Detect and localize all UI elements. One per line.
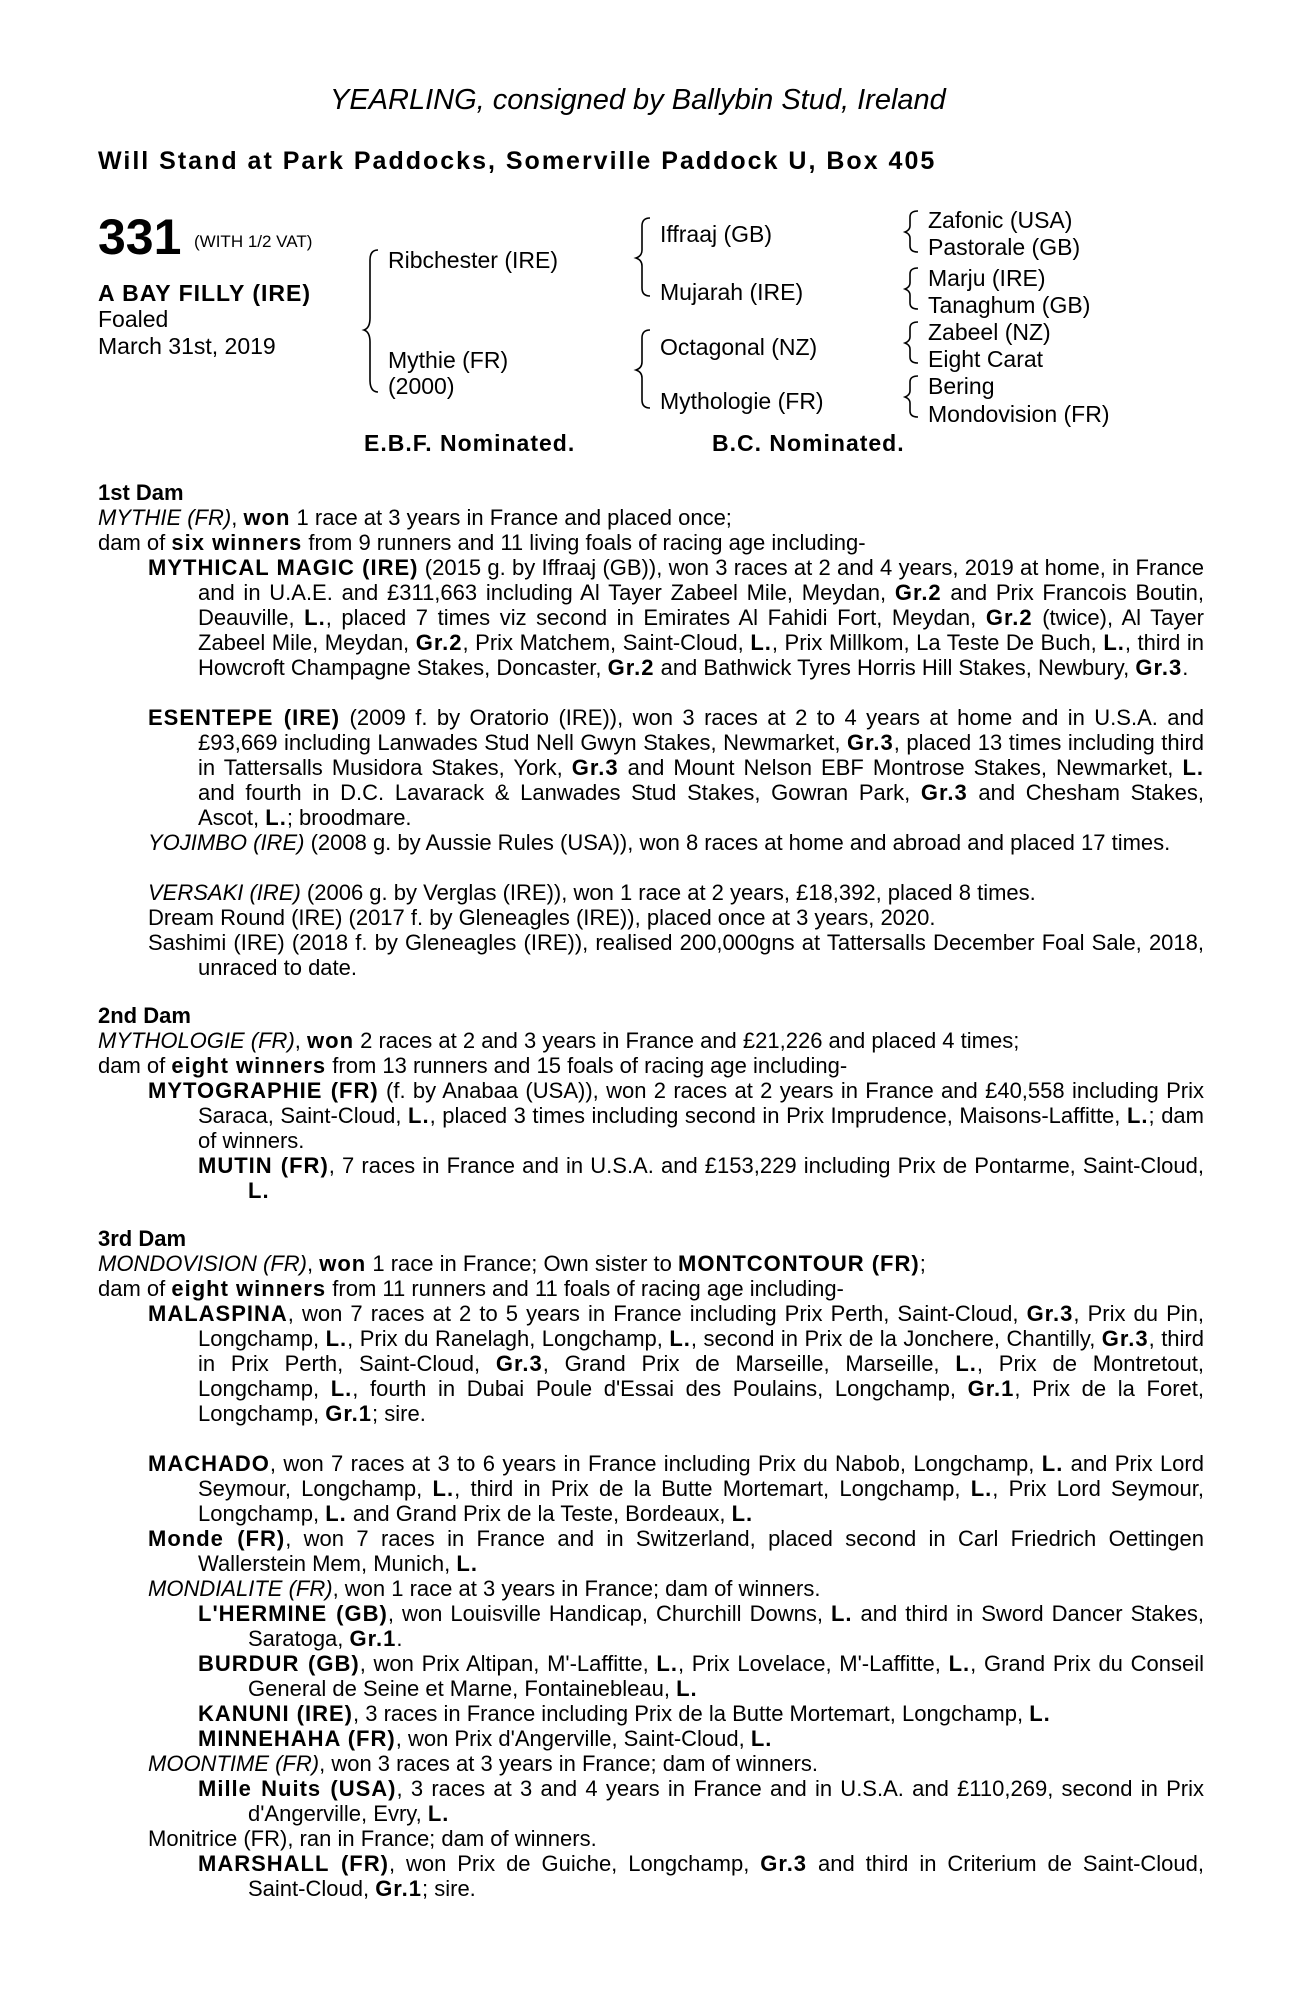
lot-number: 331 [98,209,182,265]
text-run: , Prix Lord Seymour, Longchamp, [198,1476,1204,1526]
text-run: . [396,1626,403,1651]
dam1-progeny-4 [148,880,1036,905]
rich-text [148,880,1036,905]
text-run: L. [304,605,326,630]
text-run: dam of [98,1276,172,1301]
text-run: , second in Prix de la Jonchere, Chantilly, [690,1326,1102,1351]
pedigree-g8: Mondovision (FR) [928,401,1110,427]
text-run: , Prix du Pin, Longchamp, [198,1301,1205,1351]
text-run: KANUNI (IRE) [198,1701,353,1726]
text-run: (twice), Al Tayer Zabeel Mile, Meydan, [198,605,1204,655]
dam3-progeny-12 [198,1851,1204,1901]
text-run: L. [970,1476,993,1501]
text-run: L. [750,1726,773,1751]
dam3-progeny-3 [148,1526,1204,1576]
text-run: L. [1126,1103,1149,1128]
pedigree-g1: Zafonic (USA) [928,207,1073,233]
text-run: L. [948,1651,971,1676]
dam3-progeny-2 [148,1451,1204,1526]
text-run: Gr.1 [325,1401,373,1426]
text-run: , third in Howcroft Champagne Stakes, Doncaster, [198,630,1204,680]
text-run: L. [1182,755,1204,780]
text-run: and fourth in D.C. Lavarack & Lanwades Stud Stakes, Gowran Park, [198,780,921,805]
dam1-progeny-5 [148,905,936,930]
dam3-progeny-4 [148,1576,820,1601]
dam3-line1 [98,1251,926,1276]
dam2-title: 2nd Dam [98,1003,191,1028]
text-run: MONDOVISION (FR) [98,1251,307,1276]
dam3-progeny-6 [198,1651,1204,1701]
pedigree-g2: Pastorale (GB) [928,234,1081,260]
text-run: Gr.3 [495,1351,543,1376]
text-run: L. [1041,1451,1064,1476]
text-run: (2009 f. by Oratorio (IRE)), won 3 races at 2 to 4 years at home and in U.S.A. and £93,669 including Lanwades Stud Nell Gwyn Stakes, Newmarket, [198,705,1204,755]
text-run: and Chesham Stakes, Ascot, [198,780,1204,830]
text-run: MYTHOLOGIE (FR) [98,1028,295,1053]
bc-nominated: B.C. Nominated. [712,430,905,456]
dam1-won: won [243,505,291,530]
dam3-line2 [98,1276,844,1301]
text-run: ; sire. [422,1876,476,1901]
text-run: L. [432,1476,455,1501]
text-run: , Prix Millkom, La Teste De Buch, [771,630,1104,655]
text-run: Gr.1 [349,1626,397,1651]
pedigree-g4: Tanaghum (GB) [928,292,1091,318]
text-run: ; sire. [372,1401,426,1426]
pedigree-dam-year: (2000) [388,373,455,399]
text-run: L. [1029,1701,1051,1726]
rich-text [98,1053,847,1078]
text-run: Gr.3 [1135,655,1183,680]
text-run: , won 7 races at 2 to 5 years in France including Prix Perth, Saint-Cloud, [287,1301,1027,1326]
pedigree-dam-sire: Octagonal (NZ) [660,334,818,360]
text-run: MYTOGRAPHIE (FR) [148,1078,379,1103]
dam1-record: 1 race at 3 years in France and placed once; [290,505,732,530]
text-run: , [307,1251,320,1276]
rich-text [198,1776,1204,1826]
text-run: 2 races at 2 and 3 years in France and £21,226 and placed 4 times; [354,1028,1020,1053]
text-run: and Mount Nelson EBF Montrose Stakes, Newmarket, [618,755,1183,780]
rich-text [148,1751,818,1776]
text-run: , 7 races in France and in U.S.A. and £153,229 including Prix de Pontarme, Saint-Cloud, [328,1153,1204,1178]
text-run: VERSAKI (IRE) [148,880,301,905]
rich-text [148,1576,820,1601]
text-run: , won 3 races at 3 years in France; dam of winners. [319,1751,818,1776]
text-run: Mille Nuits (USA) [198,1776,397,1801]
text-run: MYTHICAL MAGIC (IRE) [148,555,419,580]
dam1-line1 [98,505,732,530]
text-run: (2015 g. by Iffraaj (GB)), won 3 races at 2 and 4 years, 2019 at home, in France and in U.A.E. and £311,663 including Al Tayer Zabeel Mile, Meydan, [198,555,1204,605]
text-run: Dream Round (IRE) (2017 f. by Gleneagles (IRE)), placed once at 3 years, 2020. [148,905,936,930]
dam1-line2 [98,530,866,555]
text-run: , Prix de Montretout, Longchamp, [198,1351,1204,1401]
rich-text [148,705,1204,830]
text-run: eight winners [171,1053,327,1078]
text-run: MOONTIME (FR) [148,1751,320,1776]
text-run: Gr.3 [846,730,894,755]
text-run: , won Prix d'Angerville, Saint-Cloud, [395,1726,751,1751]
text-run: dam of [98,1053,172,1078]
text-run: , won Prix de Guiche, Longchamp, [388,1851,761,1876]
text-run: Gr.2 [985,605,1033,630]
text-run: Gr.1 [375,1876,422,1901]
text-run: won [307,1028,355,1053]
dam1-progeny-1 [148,555,1204,680]
text-run: and Prix Francois Boutin, Deauville, [198,580,1204,630]
pedigree-g7: Bering [928,373,995,399]
text-run: ; [919,1251,926,1276]
text-run: L. [248,1178,270,1203]
pedigree-g6: Eight Carat [928,346,1044,372]
text-run: , third in Prix de la Butte Mortemart, Longchamp, [454,1476,971,1501]
pedigree-g5: Zabeel (NZ) [928,319,1051,345]
text-run: ; broodmare. [286,805,412,830]
text-run: L. [955,1351,977,1376]
text-run: Gr.3 [920,780,968,805]
text-run: . [1182,655,1189,680]
dam3-progeny-11 [148,1826,597,1851]
text-run: L. [265,805,287,830]
pedigree-sire-dam: Mujarah (IRE) [660,279,804,305]
text-run: L. [750,630,772,655]
dam1-damof: dam of [98,530,172,555]
text-run: from 13 runners and 15 foals of racing age including- [326,1053,848,1078]
location-line: Will Stand at Park Paddocks, Somerville Paddock U, Box 405 [98,147,937,175]
text-run: Gr.1 [967,1376,1015,1401]
text-run: MALASPINA [148,1301,288,1326]
text-run: Gr.2 [607,655,655,680]
text-run: ; dam of winners. [198,1103,1204,1153]
text-run: Gr.2 [894,580,942,605]
rich-text [148,1826,597,1851]
text-run: , Grand Prix de Marseille, Marseille, [542,1351,956,1376]
lot-name: A BAY FILLY (IRE) [98,280,311,306]
dam1-name: MYTHIE (FR) [98,505,232,530]
text-run: L. [330,1376,353,1401]
text-run: Gr.3 [1101,1326,1149,1351]
text-run: (f. by Anabaa (USA)), won 2 races at 2 years in France and £40,558 including Prix Saraca, Saint-Cloud, [198,1078,1204,1128]
rich-text [148,555,1204,680]
text-run: L. [456,1551,478,1576]
rich-text [148,1451,1204,1526]
rich-text [148,930,1204,980]
dam1-progeny-2 [148,705,1204,830]
dam1-progeny-3 [148,830,1204,855]
consignor-line: YEARLING, consigned by Ballybin Stud, Ireland [330,84,946,116]
dam1-winners: six winners [171,530,303,555]
text-run: 1 race in France; Own sister to [366,1251,679,1276]
text-run: , won Prix Altipan, M'-Laffitte, [359,1651,657,1676]
text-run: Gr.2 [415,630,463,655]
dam1-sep: , [231,505,244,530]
rich-text [148,905,936,930]
dam3-progeny-5 [198,1601,1204,1651]
vat-note: (WITH 1/2 VAT) [194,232,313,251]
text-run: BURDUR (GB) [198,1651,360,1676]
rich-text [148,1078,1204,1153]
text-run: , won 7 races in France and in Switzerland, placed second in Carl Friedrich Oettingen Wallerstein Mem, Munich, [198,1526,1205,1576]
text-run: , placed 7 times viz second in Emirates Al Fahidi Fort, Meydan, [325,605,986,630]
pedigree-dam: Mythie (FR) [388,347,509,373]
text-run: MONTCONTOUR (FR) [678,1251,920,1276]
text-run: , Prix du Ranelagh, Longchamp, [347,1326,670,1351]
rich-text [148,1301,1204,1426]
text-run: MUTIN (FR) [198,1153,329,1178]
text-run: L. [669,1326,691,1351]
text-run: and third in Criterium de Saint-Cloud, Saint-Cloud, [248,1851,1204,1901]
text-run: (2006 g. by Verglas (IRE)), won 1 race at 2 years, £18,392, placed 8 times. [300,880,1036,905]
text-run: ESENTEPE (IRE) [148,705,341,730]
text-run: Sashimi (IRE) (2018 f. by Gleneagles (IRE)), realised 200,000gns at Tattersalls December Foal Sale, 2018, unraced to date. [148,930,1204,980]
text-run: MINNEHAHA (FR) [198,1726,396,1751]
text-run: MACHADO [148,1451,270,1476]
text-run: Gr.3 [1026,1301,1074,1326]
text-run: L. [427,1801,450,1826]
rich-text [198,1601,1204,1651]
text-run: Monitrice (FR), ran in France; dam of winners. [148,1826,597,1851]
text-run: won [319,1251,367,1276]
text-run: Monde (FR) [148,1526,286,1551]
text-run: and Grand Prix de la Teste, Bordeaux, [346,1501,732,1526]
dam3-progeny-1 [148,1301,1204,1426]
rich-text [198,1701,1051,1726]
text-run: Gr.3 [571,755,619,780]
dam1-progeny-6 [148,930,1204,980]
dam3-progeny-7 [198,1701,1051,1726]
dam2-line2 [98,1053,847,1078]
pedigree-sire-sire: Iffraaj (GB) [660,221,773,247]
rich-text [148,1526,1204,1576]
text-run: Gr.3 [760,1851,808,1876]
text-run: L. [830,1601,853,1626]
text-run: , won 1 race at 3 years in France; dam of winners. [332,1576,821,1601]
foaled-label: Foaled [98,306,169,332]
rich-text [198,1153,1204,1203]
text-run: , won 7 races at 3 to 6 years in France including Prix du Nabob, Longchamp, [269,1451,1042,1476]
text-run: L. [676,1676,698,1701]
text-run: YOJIMBO (IRE) [148,830,305,855]
rich-text [198,1651,1204,1701]
dam2-line1 [98,1028,1019,1053]
text-run: L. [408,1103,430,1128]
dam3-progeny-9 [148,1751,818,1776]
dam1-title: 1st Dam [98,480,184,505]
text-run: MARSHALL (FR) [198,1851,389,1876]
dam3-title: 3rd Dam [98,1226,187,1251]
dam1-runners: from 9 runners and 11 living foals of racing age including- [302,530,866,555]
text-run: and third in Sword Dancer Stakes, Saratoga, [248,1601,1204,1651]
text-run: L'HERMINE (GB) [198,1601,388,1626]
text-run: MONDIALITE (FR) [148,1576,333,1601]
text-run: , 3 races in France including Prix de la Butte Mortemart, Longchamp, [353,1701,1030,1726]
rich-text [198,1726,772,1751]
ebf-nominated: E.B.F. Nominated. [364,430,576,456]
pedigree-sire: Ribchester (IRE) [388,247,558,273]
text-run: L. [656,1651,678,1676]
text-run: , Grand Prix du Conseil General de Seine et Marne, Fontainebleau, [248,1651,1205,1701]
text-run: , 3 races at 3 and 4 years in France and in U.S.A. and £110,269, second in Prix d'Angerville, Evry, [248,1776,1204,1826]
text-run: eight winners [171,1276,327,1301]
text-run: , [294,1028,308,1053]
text-run: , Prix Matchem, Saint-Cloud, [462,630,751,655]
text-run: , fourth in Dubai Poule d'Essai des Poulains, Longchamp, [352,1376,968,1401]
rich-text [98,1251,926,1276]
text-run: and Bathwick Tyres Horris Hill Stakes, Newbury, [654,655,1136,680]
dam2-progeny-1 [148,1078,1204,1153]
text-run: (2008 g. by Aussie Rules (USA)), won 8 races at home and abroad and placed 17 times. [304,830,1171,855]
dam3-progeny-8 [198,1726,772,1751]
text-run: L. [731,1501,754,1526]
pedigree-g3: Marju (IRE) [928,265,1046,291]
dam3-progeny-10 [198,1776,1204,1826]
text-run: L. [325,1501,347,1526]
text-run: , won Louisville Handicap, Churchill Downs, [387,1601,831,1626]
text-run: , Prix de la Foret, Longchamp, [198,1376,1204,1426]
text-run: and Prix Lord Seymour, Longchamp, [198,1451,1204,1501]
text-run: , third in Prix Perth, Saint-Cloud, [198,1326,1204,1376]
text-run: , Prix Lovelace, M'-Laffitte, [677,1651,949,1676]
text-run: , placed 3 times including second in Prix Imprudence, Maisons-Laffitte, [429,1103,1127,1128]
pedigree-dam-dam: Mythologie (FR) [660,388,824,414]
foaled-date: March 31st, 2019 [98,333,276,359]
rich-text [98,1276,844,1301]
rich-text [98,1028,1019,1053]
dam2-progeny-2 [198,1153,1204,1203]
text-run: , placed 13 times including third in Tattersalls Musidora Stakes, York, [198,730,1205,780]
pedigree-braces [0,0,1314,440]
text-run: from 11 runners and 11 foals of racing age including- [326,1276,844,1301]
rich-text [198,1851,1204,1901]
rich-text [148,830,1204,855]
text-run: L. [325,1326,348,1351]
text-run: L. [1103,630,1125,655]
